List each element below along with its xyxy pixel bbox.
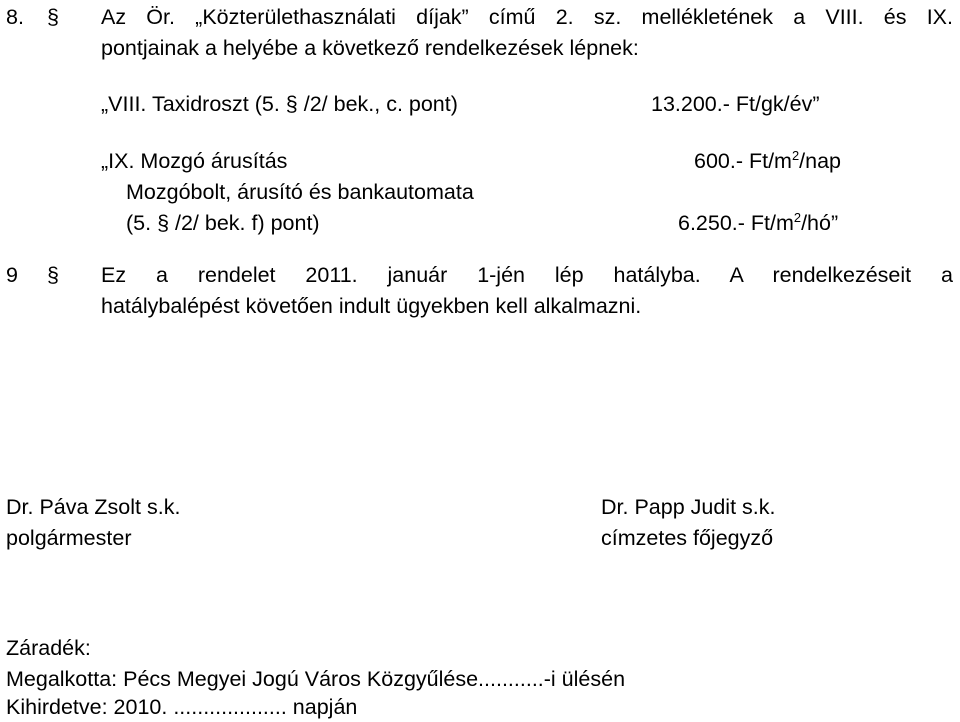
fee-amount: 6.250.- $Ft/m^2/hó$”: [678, 209, 839, 235]
section-number: 8.: [6, 5, 24, 29]
section-8-line-2: pontjainak a helyébe a következő rendelkezések lépnek:: [101, 36, 639, 60]
section-sign: §: [47, 5, 59, 29]
signature-title-right: címzetes főjegyző: [601, 526, 774, 550]
section-number: 9: [6, 263, 18, 287]
fee-label: Mozgóbolt, árusító és bankautomata: [126, 180, 474, 204]
clause-heading: Záradék:: [6, 636, 91, 660]
clause-line-1: Megalkotta: Pécs Megyei Jogú Város Közgyűlése...........-i ülésén: [6, 667, 626, 691]
section-9-line-1: Ez a rendelet 2011. január 1-jén lép hatályba. A rendelkezéseit a: [101, 263, 953, 287]
fee-label: (5. § /2/ bek. f) pont): [126, 211, 320, 235]
signature-title-left: polgármester: [6, 526, 132, 550]
fee-label: „VIII. Taxidroszt (5. § /2/ bek., c. pont): [101, 92, 458, 116]
fee-amount: 600.- $Ft/m^2$/nap: [694, 147, 841, 173]
section-8-line-1: Az Ör. „Közterülethasználati díjak” című 2. sz. mellékletének a VIII. és IX.: [101, 5, 953, 29]
signature-name-left: Dr. Páva Zsolt s.k.: [6, 495, 181, 519]
signature-name-right: Dr. Papp Judit s.k.: [601, 495, 776, 519]
section-9-line-2: hatálybalépést követően indult ügyekben kell alkalmazni.: [101, 294, 642, 318]
fee-amount: 13.200.- Ft/gk/év”: [651, 92, 820, 116]
clause-line-2: Kihirdetve: 2010. ................... napján: [6, 695, 358, 719]
section-sign: §: [47, 263, 59, 287]
fee-label: „IX. Mozgó árusítás: [101, 149, 288, 173]
